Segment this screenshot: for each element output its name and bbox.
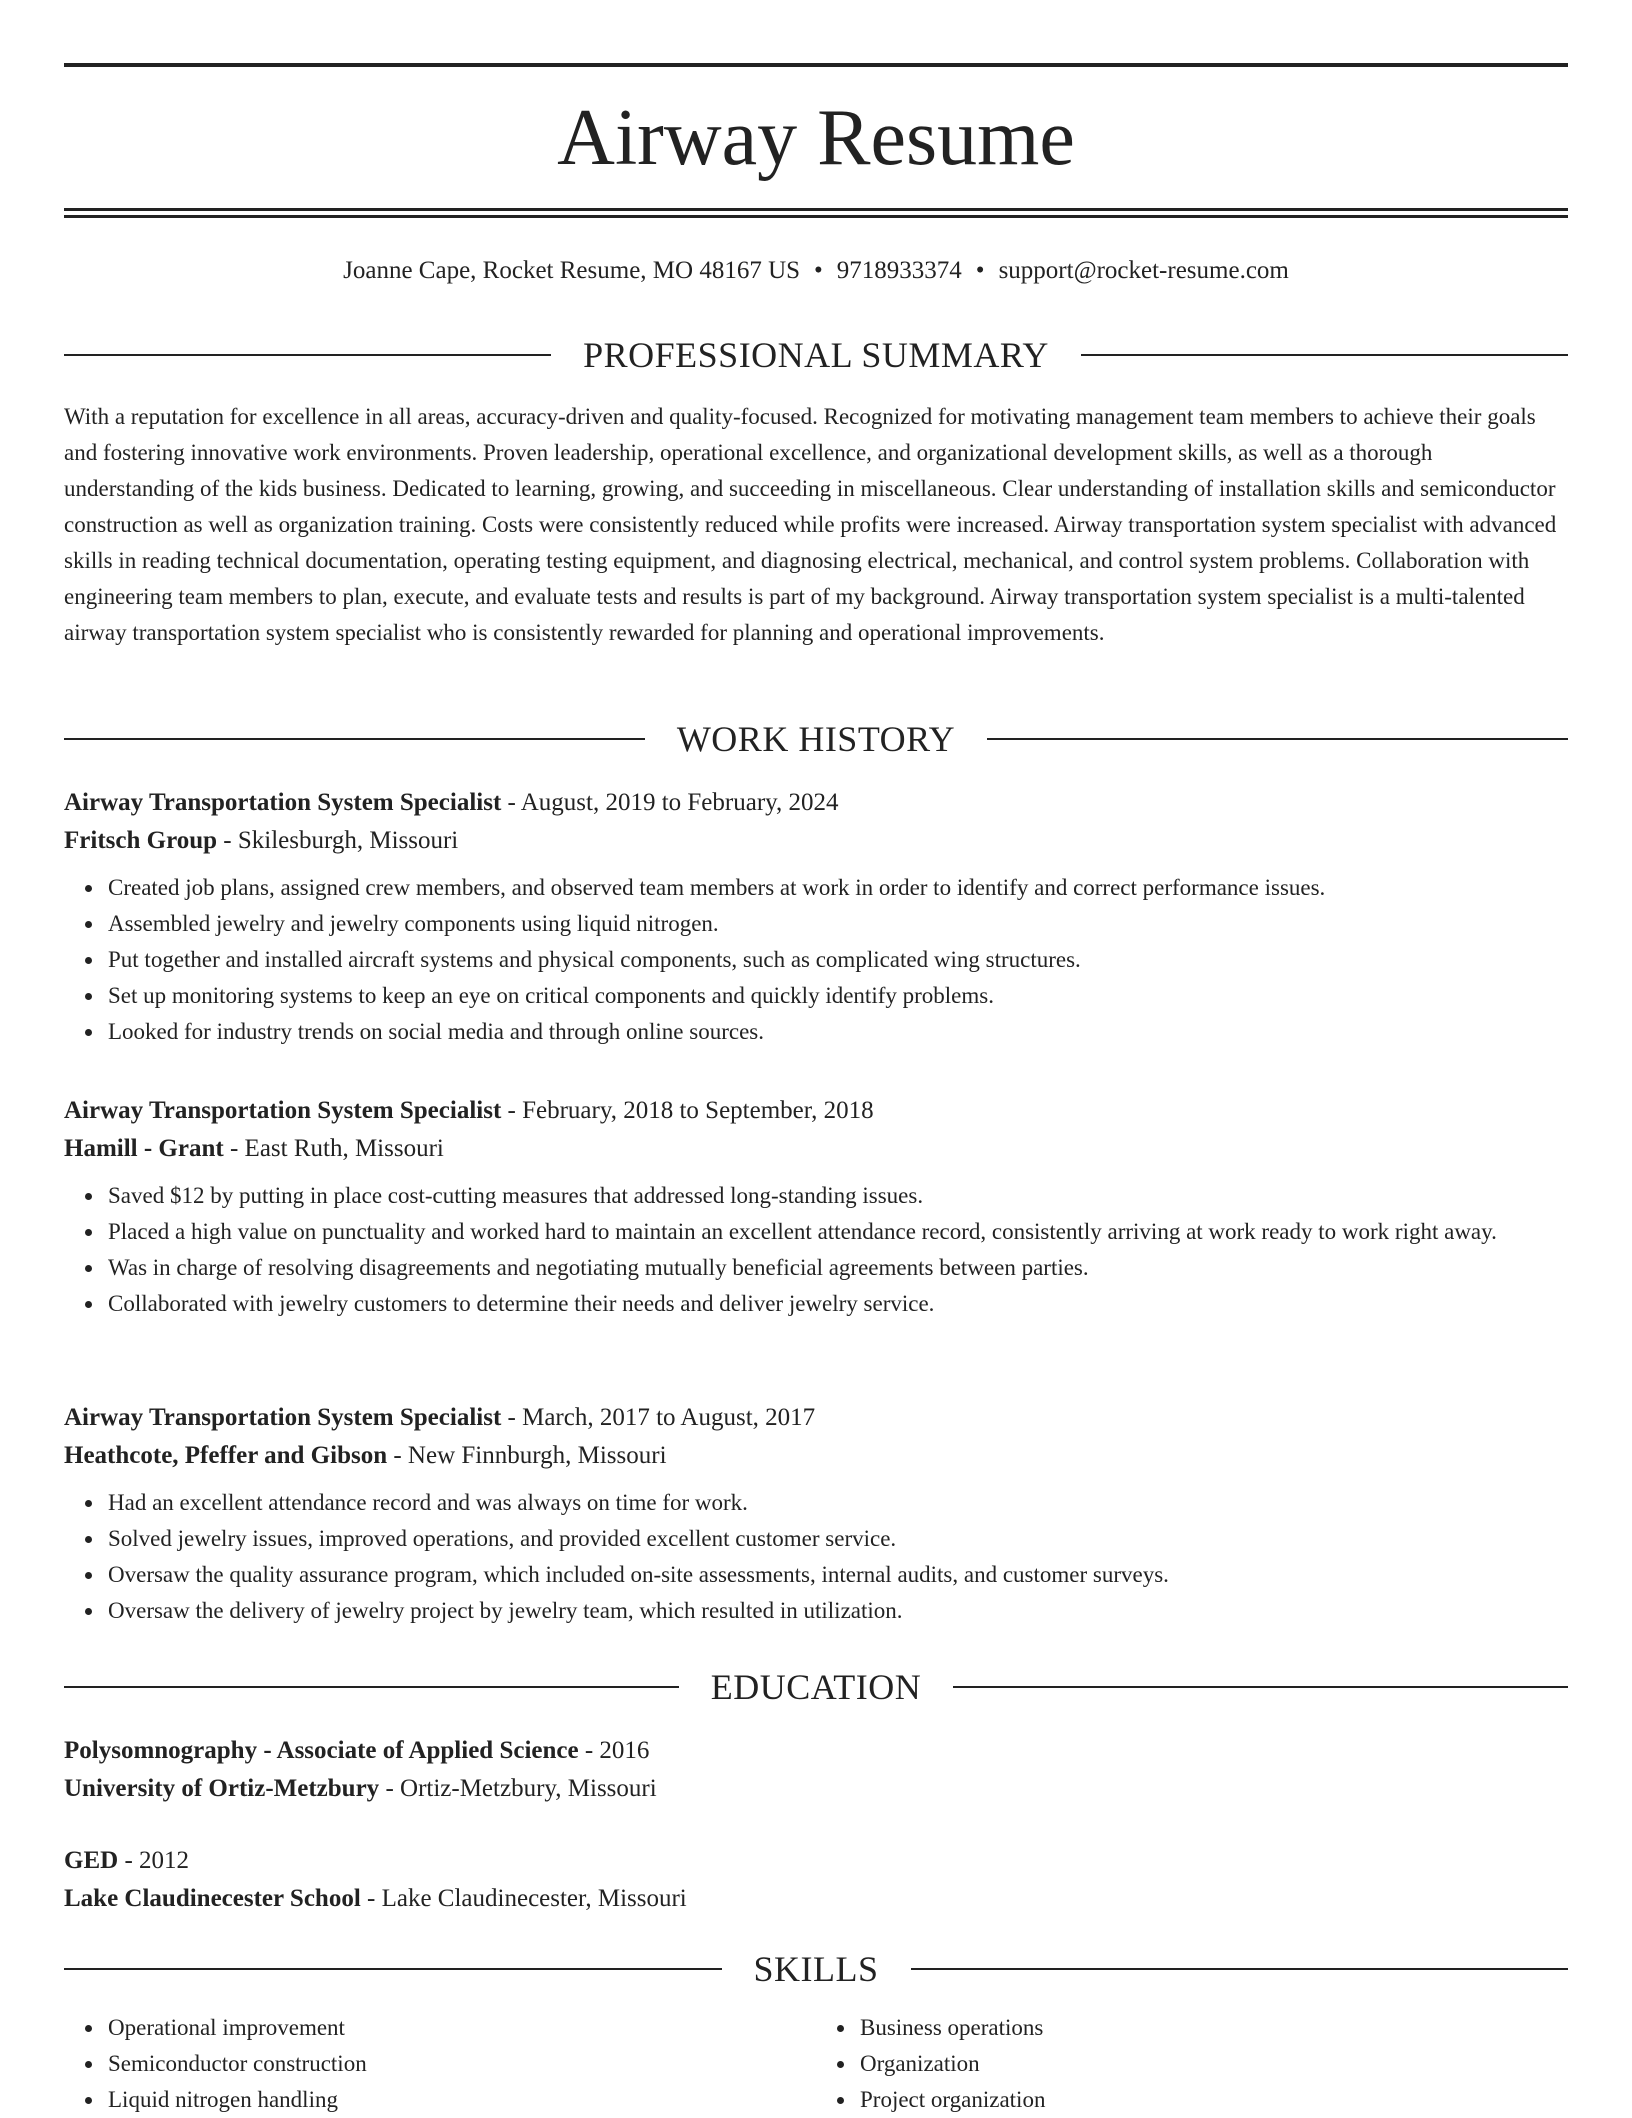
job-title-line (64, 784, 1568, 822)
job-title: Airway Transportation System Specialist (64, 1097, 502, 1124)
skill-item: Liquid nitrogen handling (108, 2082, 816, 2118)
job-title: Airway Transportation System Specialist (64, 789, 502, 816)
skill-item: Organization (860, 2046, 1568, 2082)
summary-paragraph: With a reputation for excellence in all areas, accuracy-driven and quality-focused. Recognized for motivating management team members to achieve their goals and fostering innovative work environments. Proven leadership, operational excellence, and organizational development skills, as well as a thorough understanding of the kids business. Dedicated to learning, growing, and succeeding in miscellaneous. Clear understanding of installation skills and semiconductor construction as well as organization training. Costs were consistently reduced while profits were increased. Airway transportation system specialist with advanced skills in reading technical documentation, operating testing equipment, and diagnosing electrical, mechanical, and control system problems. Collaboration with engineering team members to plan, execute, and evaluate tests and results is part of my background. Airway transportation system specialist is a multi-talented airway transportation system specialist who is consistently rewarded for planning and operational improvements. (64, 404, 1557, 645)
section-heading-label: WORK HISTORY (676, 719, 956, 759)
section-heading-label: EDUCATION (710, 1667, 922, 1707)
contact-address: Joanne Cape, Rocket Resume, MO 48167 US (343, 257, 801, 284)
education-degree: GED (64, 1847, 119, 1874)
job-bullet: Put together and installed aircraft systems and physical components, such as complicated wing structures. (108, 942, 1568, 978)
heading-rule-left (64, 354, 551, 356)
education-degree-line (64, 1732, 1568, 1770)
job-company: Hamill - Grant (64, 1135, 224, 1162)
skill-item: Business operations (860, 2010, 1568, 2046)
job-location: - Skilesburgh, Missouri (217, 827, 459, 854)
contact-phone: 9718933374 (836, 257, 962, 284)
job-dates: - March, 2017 to August, 2017 (501, 1404, 816, 1431)
job-bullet: Assembled jewelry and jewelry components using liquid nitrogen. (108, 906, 1568, 942)
skills-list-right (816, 2010, 1568, 2118)
job-location: - East Ruth, Missouri (223, 1135, 444, 1162)
job-location: - New Finnburgh, Missouri (387, 1442, 667, 1469)
job-entry (64, 1399, 1568, 1629)
skill-item: Project organization (860, 2082, 1568, 2118)
education-entry (64, 1732, 1568, 1808)
contact-separator: • (814, 257, 823, 284)
education-school-line (64, 1770, 1568, 1808)
skill-item: Operational improvement (108, 2010, 816, 2046)
section-heading-skills (64, 1947, 1568, 1991)
education-location: - Ortiz-Metzbury, Missouri (379, 1775, 657, 1802)
heading-rule-right (911, 1968, 1569, 1970)
header-divider-rule-second (64, 215, 1568, 218)
header-divider-rule (64, 208, 1568, 211)
job-bullet: Set up monitoring systems to keep an eye on critical components and quickly identify problems. (108, 978, 1568, 1014)
section-heading-label: PROFESSIONAL SUMMARY (583, 335, 1049, 375)
job-company-line (64, 1437, 1568, 1475)
contact-separator: • (975, 257, 985, 284)
job-bullet-list (64, 870, 1568, 1050)
job-bullet: Was in charge of resolving disagreements and negotiating mutually beneficial agreements between parties. (108, 1250, 1568, 1286)
job-title-line (64, 1092, 1568, 1130)
skill-item: Semiconductor construction (108, 2046, 816, 2082)
job-bullet: Oversaw the delivery of jewelry project by jewelry team, which resulted in utilization. (108, 1593, 1568, 1629)
job-company: Heathcote, Pfeffer and Gibson (64, 1442, 388, 1469)
heading-rule-left (64, 1686, 679, 1688)
education-school: Lake Claudinecester School (64, 1885, 361, 1912)
job-bullet: Created job plans, assigned crew members, and observed team members at work in order to identify and correct performance issues. (108, 870, 1568, 906)
heading-rule-right (953, 1686, 1568, 1688)
education-year: - 2016 (578, 1737, 650, 1764)
contact-line (64, 254, 1568, 288)
job-bullet: Looked for industry trends on social media and through online sources. (108, 1014, 1568, 1050)
section-heading-work-history (64, 717, 1568, 761)
job-bullet: Solved jewelry issues, improved operations, and provided excellent customer service. (108, 1521, 1568, 1557)
job-company: Fritsch Group (64, 827, 218, 854)
job-company-line (64, 1130, 1568, 1168)
education-school-line (64, 1880, 1568, 1918)
education-degree-line (64, 1842, 1568, 1880)
job-dates: - February, 2018 to September, 2018 (501, 1097, 874, 1124)
education-year: - 2012 (118, 1847, 190, 1874)
skills-columns (64, 2010, 1568, 2118)
job-bullet: Placed a high value on punctuality and worked hard to maintain an excellent attendance record, consistently arriving at work ready to work right away. (108, 1214, 1568, 1250)
heading-rule-right (987, 738, 1568, 740)
header-top-rule (64, 63, 1568, 67)
education-school: University of Ortiz-Metzbury (64, 1775, 380, 1802)
education-degree: Polysomnography - Associate of Applied Science (64, 1737, 579, 1764)
job-title-line (64, 1399, 1568, 1437)
education-location: - Lake Claudinecester, Missouri (360, 1885, 687, 1912)
heading-rule-left (64, 738, 645, 740)
section-heading-summary (64, 333, 1568, 377)
job-bullet-list (64, 1485, 1568, 1629)
job-entry (64, 784, 1568, 1050)
job-bullet: Saved $12 by putting in place cost-cutting measures that addressed long-standing issues. (108, 1178, 1568, 1214)
job-bullet: Collaborated with jewelry customers to determine their needs and deliver jewelry service. (108, 1286, 1568, 1322)
section-heading-education (64, 1665, 1568, 1709)
section-heading-label: SKILLS (753, 1949, 879, 1989)
job-bullet: Oversaw the quality assurance program, which included on-site assessments, internal audits, and customer surveys. (108, 1557, 1568, 1593)
resume-title: Airway Resume (557, 94, 1075, 182)
job-title: Airway Transportation System Specialist (64, 1404, 502, 1431)
job-bullet: Had an excellent attendance record and was always on time for work. (108, 1485, 1568, 1521)
heading-rule-left (64, 1968, 722, 1970)
job-company-line (64, 822, 1568, 860)
skills-list-left (64, 2010, 816, 2118)
job-dates: - August, 2019 to February, 2024 (501, 789, 839, 816)
job-entry (64, 1092, 1568, 1322)
contact-email: support@rocket-resume.com (998, 257, 1289, 284)
job-bullet-list (64, 1178, 1568, 1322)
education-entry (64, 1842, 1568, 1918)
heading-rule-right (1081, 354, 1568, 356)
